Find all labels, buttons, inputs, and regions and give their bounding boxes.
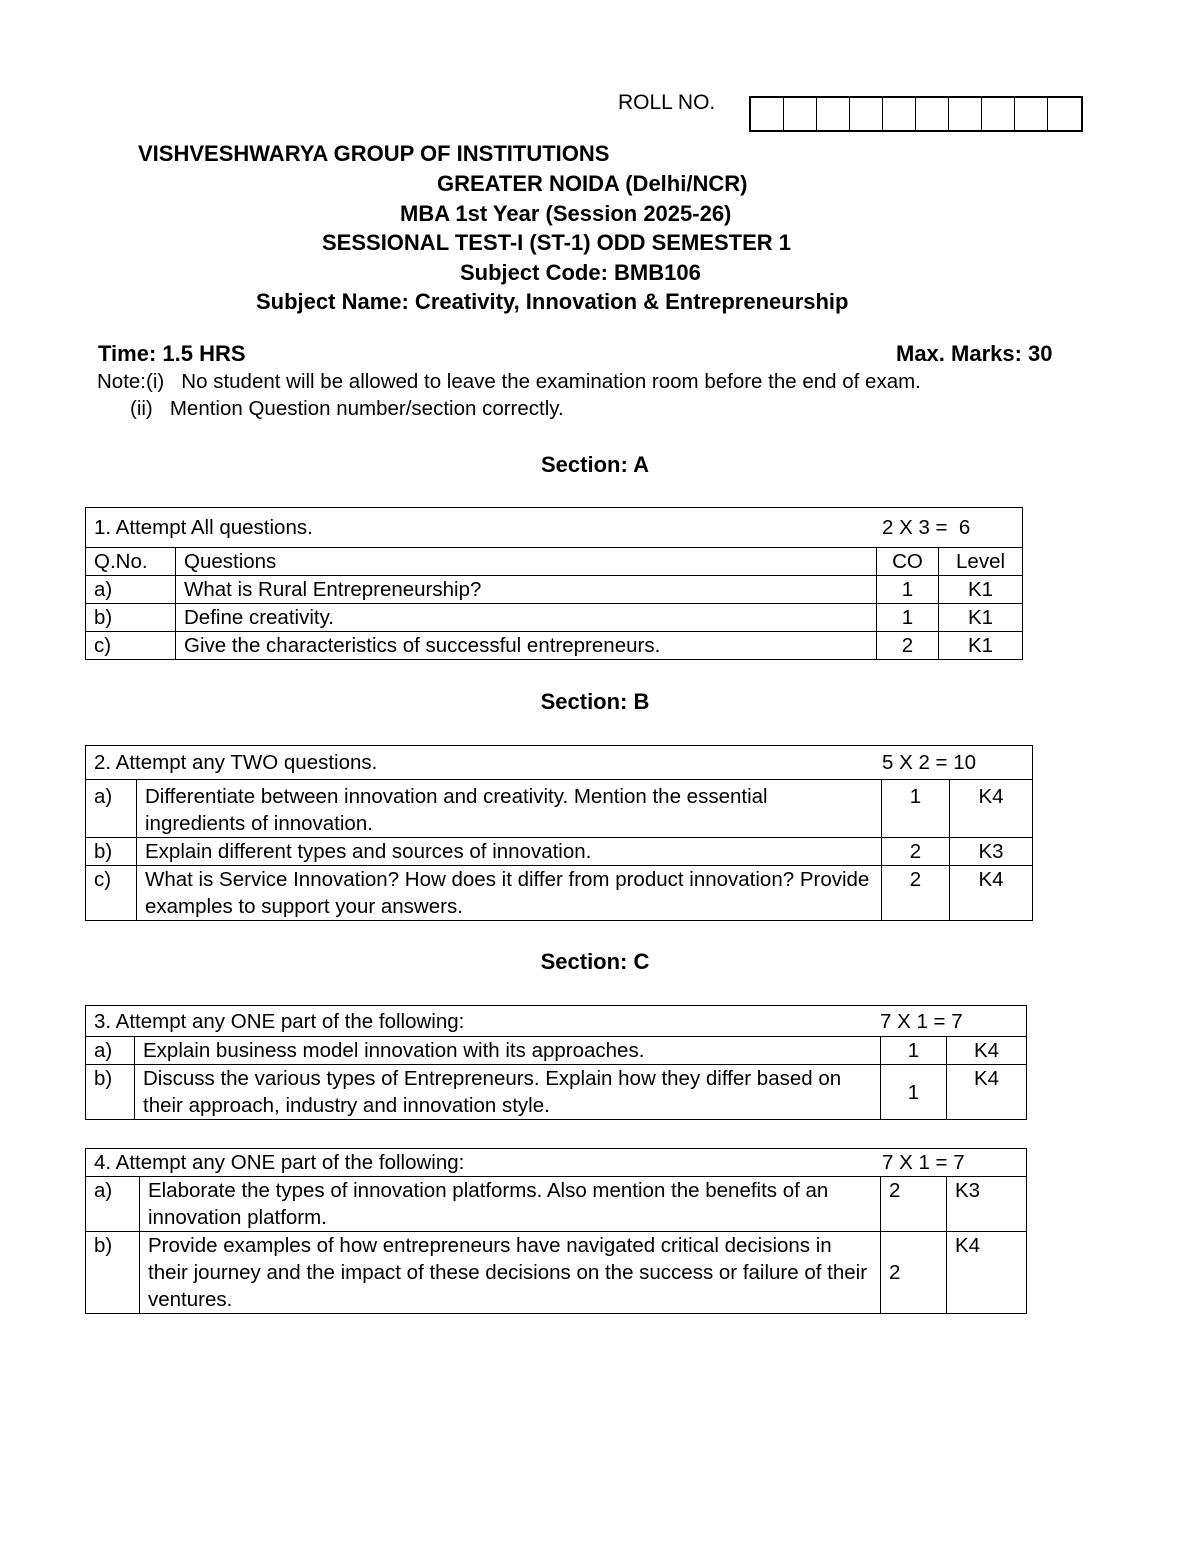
question-number: b) <box>86 604 176 632</box>
question-co: 2 <box>877 632 939 660</box>
q4-marks: 7 X 1 = 7 <box>882 1151 965 1174</box>
roll-digit-box[interactable] <box>949 98 982 130</box>
section-b-instruction-row <box>86 746 1033 780</box>
question-level: K4 <box>950 780 1033 838</box>
col-header-questions: Questions <box>176 548 877 576</box>
question-text: Provide examples of how entrepreneurs have navigated critical decisions in their journey and the impact of these decisions on the success or failure of their ventures. <box>140 1232 881 1314</box>
col-header-co: CO <box>877 548 939 576</box>
section-a-marks: 2 X 3 = 6 <box>882 516 971 539</box>
question-level: K3 <box>947 1177 1027 1232</box>
roll-digit-box[interactable] <box>982 98 1015 130</box>
question-level: K1 <box>939 576 1023 604</box>
table-row <box>86 1065 1027 1120</box>
question-text: Differentiate between innovation and creativity. Mention the essential ingredients of innovation. <box>137 780 882 838</box>
table-row <box>86 576 1023 604</box>
institution-name: VISHVESHWARYA GROUP OF INSTITUTIONS <box>138 141 610 166</box>
section-b-title: Section: B <box>540 689 650 714</box>
section-b-marks: 5 X 2 = 10 <box>882 751 977 774</box>
table-row <box>86 1232 1027 1314</box>
roll-digit-box[interactable] <box>883 98 916 130</box>
max-marks: Max. Marks: 30 <box>896 341 1053 366</box>
question-text: What is Rural Entrepreneurship? <box>176 576 877 604</box>
section-c-q4-table <box>85 1148 1027 1314</box>
roll-digit-box[interactable] <box>1015 98 1048 130</box>
exam-time: Time: 1.5 HRS <box>98 341 246 366</box>
question-number: a) <box>86 1037 135 1065</box>
question-number: b) <box>86 1065 135 1120</box>
subject-code: Subject Code: BMB106 <box>460 260 701 285</box>
table-row <box>86 866 1033 921</box>
question-text: Explain different types and sources of innovation. <box>137 838 882 866</box>
q4-instruction: 4. Attempt any ONE part of the following: <box>94 1151 465 1174</box>
table-row <box>86 1177 1027 1232</box>
section-a-table <box>85 507 1023 660</box>
roll-digit-box[interactable] <box>1048 98 1081 130</box>
question-level: K4 <box>950 866 1033 921</box>
q3-marks: 7 X 1 = 7 <box>880 1009 963 1033</box>
roll-digit-box[interactable] <box>784 98 817 130</box>
section-a-instruction: 1. Attempt All questions. <box>94 516 313 539</box>
note-1: Note:(i) No student will be allowed to leave the examination room before the end of exam. <box>97 370 921 393</box>
question-level: K1 <box>939 604 1023 632</box>
question-level: K4 <box>947 1037 1027 1065</box>
question-co: 2 <box>882 838 950 866</box>
table-row <box>86 1037 1027 1065</box>
table-row <box>86 780 1033 838</box>
question-co: 1 <box>881 1037 947 1065</box>
roll-no-boxes[interactable] <box>749 96 1083 132</box>
table-row <box>86 632 1023 660</box>
question-text: What is Service Innovation? How does it differ from product innovation? Provide examples to support your answers. <box>137 866 882 921</box>
question-co: 1 <box>877 576 939 604</box>
col-header-level: Level <box>939 548 1023 576</box>
subject-name: Subject Name: Creativity, Innovation & Entrepreneurship <box>256 289 849 314</box>
question-text: Give the characteristics of successful entrepreneurs. <box>176 632 877 660</box>
question-text: Define creativity. <box>176 604 877 632</box>
col-header-qno: Q.No. <box>86 548 176 576</box>
question-number: b) <box>86 838 137 866</box>
question-co: 2 <box>882 866 950 921</box>
section-b-table <box>85 745 1033 921</box>
roll-digit-box[interactable] <box>916 98 949 130</box>
question-text: Discuss the various types of Entrepreneurs. Explain how they differ based on their approach, industry and innovation style. <box>135 1065 881 1120</box>
q4-instruction-row <box>86 1149 1027 1177</box>
q3-instruction-row <box>86 1006 1027 1037</box>
section-c-title: Section: C <box>540 949 650 974</box>
question-co: 2 <box>881 1232 947 1314</box>
question-co: 1 <box>881 1065 947 1120</box>
program-session: MBA 1st Year (Session 2025-26) <box>400 201 732 226</box>
roll-no-label: ROLL NO. <box>618 91 716 114</box>
q3-instruction: 3. Attempt any ONE part of the following: <box>94 1009 465 1033</box>
table-row <box>86 838 1033 866</box>
question-co: 2 <box>881 1177 947 1232</box>
question-number: b) <box>86 1232 140 1314</box>
question-text: Elaborate the types of innovation platforms. Also mention the benefits of an innovation platform. <box>140 1177 881 1232</box>
section-c-q3-table <box>85 1005 1027 1120</box>
question-number: c) <box>86 632 176 660</box>
section-a-title: Section: A <box>541 452 649 477</box>
question-level: K3 <box>950 838 1033 866</box>
question-number: a) <box>86 780 137 838</box>
note-2: (ii) Mention Question number/section correctly. <box>130 397 564 420</box>
section-a-instruction-row <box>86 508 1023 548</box>
test-title: SESSIONAL TEST-I (ST-1) ODD SEMESTER 1 <box>322 230 792 255</box>
roll-digit-box[interactable] <box>751 98 784 130</box>
roll-digit-box[interactable] <box>817 98 850 130</box>
question-level: K4 <box>947 1065 1027 1120</box>
institution-location: GREATER NOIDA (Delhi/NCR) <box>437 171 748 196</box>
table-row <box>86 604 1023 632</box>
question-co: 1 <box>882 780 950 838</box>
question-number: c) <box>86 866 137 921</box>
question-number: a) <box>86 1177 140 1232</box>
question-level: K1 <box>939 632 1023 660</box>
question-number: a) <box>86 576 176 604</box>
section-b-instruction: 2. Attempt any TWO questions. <box>94 751 378 774</box>
roll-digit-box[interactable] <box>850 98 883 130</box>
question-text: Explain business model innovation with its approaches. <box>135 1037 881 1065</box>
question-level: K4 <box>947 1232 1027 1314</box>
question-co: 1 <box>877 604 939 632</box>
